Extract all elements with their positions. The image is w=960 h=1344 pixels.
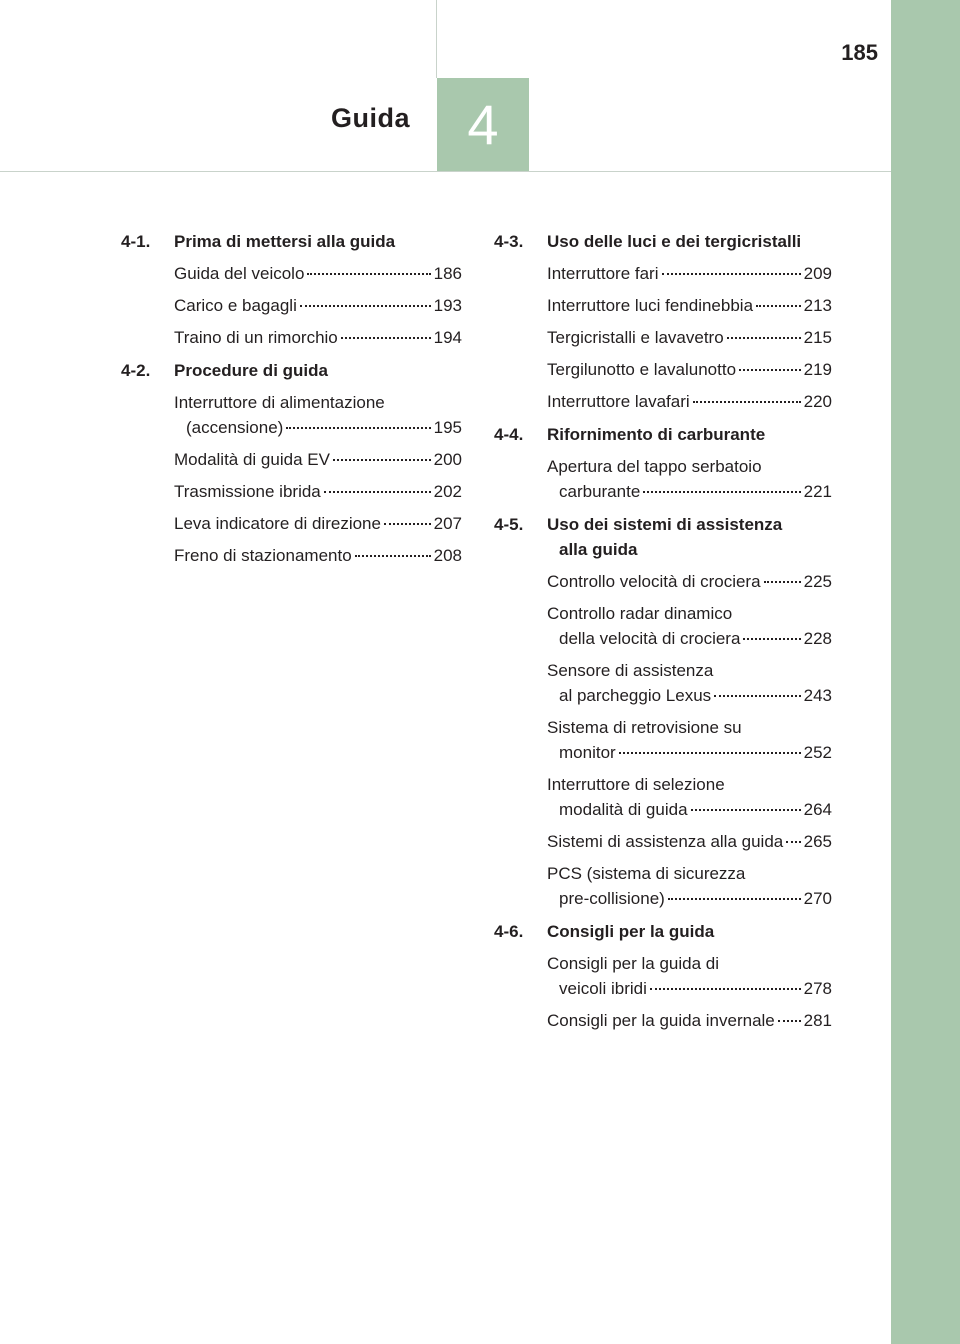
entry-line	[547, 797, 832, 822]
entry-page-number: 208	[433, 546, 462, 565]
entry-page-number: 270	[803, 889, 832, 908]
entry-title: pre-collisione)	[559, 889, 665, 908]
toc-left-column	[121, 229, 462, 576]
dot-leader	[764, 581, 801, 583]
toc-entry[interactable]	[547, 951, 832, 1001]
section-title-text: Rifornimento di carburante	[547, 425, 766, 444]
dot-leader	[324, 491, 431, 493]
entry-page-number: 200	[433, 450, 462, 469]
toc-entry[interactable]	[174, 293, 462, 318]
toc-entry[interactable]	[174, 543, 462, 568]
entry-line	[547, 569, 832, 594]
entry-page-number: 194	[433, 328, 462, 347]
section-number: 4-1.	[121, 232, 151, 251]
entry-title: Leva indicatore di direzione	[174, 514, 381, 533]
entry-title: Interruttore luci fendinebbia	[547, 296, 754, 315]
toc-right-column	[494, 229, 832, 1041]
entry-page-number: 215	[803, 328, 832, 347]
dot-leader	[693, 401, 801, 403]
toc-entry[interactable]	[547, 389, 832, 414]
section-heading	[121, 229, 462, 254]
toc-section	[494, 919, 832, 1033]
entry-page-number: 252	[803, 743, 832, 762]
page-number: 185	[841, 40, 878, 65]
entry-title: Trasmissione ibrida	[174, 482, 321, 501]
entry-title: Consigli per la guida invernale	[547, 1011, 775, 1030]
entry-title-first-line: Controllo radar dinamico	[547, 604, 733, 623]
section-title-continuation: alla guida	[559, 540, 638, 559]
entry-line	[174, 511, 462, 536]
entry-page-number: 228	[803, 629, 832, 648]
entry-title-first-line: PCS (sistema di sicurezza	[547, 864, 746, 883]
entry-page-number: 221	[803, 482, 832, 501]
toc-entry[interactable]	[174, 261, 462, 286]
entry-title-first-line: Apertura del tappo serbatoio	[547, 457, 762, 476]
section-number: 4-5.	[494, 515, 524, 534]
section-title-text: Uso dei sistemi di assistenza	[547, 515, 783, 534]
toc-section	[494, 229, 832, 414]
section-heading	[121, 358, 462, 383]
entry-title: Modalità di guida EV	[174, 450, 330, 469]
section-heading	[494, 919, 832, 944]
chapter-title: Guida	[330, 103, 410, 133]
entry-title: Interruttore lavafari	[547, 392, 690, 411]
dot-leader	[714, 695, 800, 697]
dot-leader	[739, 369, 801, 371]
entry-title: Interruttore fari	[547, 264, 659, 283]
entry-title: carburante	[559, 482, 641, 501]
entry-title-first-line: Interruttore di selezione	[547, 775, 725, 794]
entry-page-number: 281	[803, 1011, 832, 1030]
entry-page-number: 264	[803, 800, 832, 819]
entry-line	[174, 293, 462, 318]
entry-title-first-line: Interruttore di alimentazione	[174, 393, 385, 412]
entry-title: modalità di guida	[559, 800, 688, 819]
toc-entry[interactable]	[547, 454, 832, 504]
entry-page-number: 278	[803, 979, 832, 998]
dot-leader	[662, 273, 801, 275]
dot-leader	[650, 988, 801, 990]
section-number: 4-6.	[494, 922, 524, 941]
toc-entry[interactable]	[547, 293, 832, 318]
toc-entry[interactable]	[547, 829, 832, 854]
toc-entry[interactable]	[174, 511, 462, 536]
entry-title: monitor	[559, 743, 616, 762]
entry-page-number: 243	[803, 686, 832, 705]
entry-line	[174, 415, 462, 440]
section-title	[174, 358, 462, 383]
entry-title: Traino di un rimorchio	[174, 328, 338, 347]
section-heading	[494, 422, 832, 447]
section-title-text: Uso delle luci e dei tergicristalli	[547, 232, 802, 251]
section-heading	[494, 229, 832, 254]
toc-entry[interactable]	[174, 447, 462, 472]
chapter-number: 4	[467, 93, 499, 156]
toc-section	[121, 358, 462, 568]
entry-page-number: 195	[433, 418, 462, 437]
entry-line	[174, 325, 462, 350]
entry-line	[547, 740, 832, 765]
dot-leader	[307, 273, 430, 275]
entry-line	[174, 261, 462, 286]
toc-entry[interactable]	[547, 601, 832, 651]
entry-line	[547, 293, 832, 318]
toc-entry[interactable]	[174, 390, 462, 440]
toc-entry[interactable]	[547, 861, 832, 911]
toc-entry[interactable]	[547, 715, 832, 765]
dot-leader	[384, 523, 431, 525]
toc-section	[121, 229, 462, 350]
entry-title: Tergicristalli e lavavetro	[547, 328, 724, 347]
dot-leader	[668, 898, 801, 900]
entry-line	[547, 479, 832, 504]
entry-line	[174, 447, 462, 472]
entry-title: Carico e bagagli	[174, 296, 297, 315]
toc-entry[interactable]	[547, 357, 832, 382]
entry-title-first-line: Sistema di retrovisione su	[547, 718, 742, 737]
entry-title: Tergilunotto e lavalunotto	[547, 360, 737, 379]
dot-leader	[743, 638, 800, 640]
section-number: 4-4.	[494, 425, 524, 444]
entry-page-number: 186	[433, 264, 462, 283]
entry-page-number: 193	[433, 296, 462, 315]
dot-leader	[727, 337, 801, 339]
entry-title: Guida del veicolo	[174, 264, 305, 283]
section-heading	[494, 512, 832, 562]
dot-leader	[341, 337, 431, 339]
section-title-text: Procedure di guida	[174, 361, 328, 380]
entry-page-number: 202	[433, 482, 462, 501]
entry-line	[547, 976, 832, 1001]
dot-leader	[333, 459, 431, 461]
entry-title: (accensione)	[186, 418, 284, 437]
section-title	[547, 422, 832, 447]
entry-page-number: 207	[433, 514, 462, 533]
toc-entry[interactable]	[547, 261, 832, 286]
toc-entry[interactable]	[547, 772, 832, 822]
toc-section	[494, 422, 832, 504]
entry-title: al parcheggio Lexus	[559, 686, 712, 705]
header-divider-horizontal	[0, 171, 891, 172]
entry-line	[547, 829, 832, 854]
entry-line	[547, 886, 832, 911]
dot-leader	[300, 305, 431, 307]
entry-title-first-line: Sensore di assistenza	[547, 661, 714, 680]
entry-title: Sistemi di assistenza alla guida	[547, 832, 784, 851]
entry-title: veicoli ibridi	[559, 979, 647, 998]
toc-entry[interactable]	[547, 658, 832, 708]
dot-leader	[643, 491, 800, 493]
section-title	[547, 229, 832, 254]
section-number: 4-3.	[494, 232, 524, 251]
dot-leader	[355, 555, 431, 557]
entry-page-number: 219	[803, 360, 832, 379]
entry-title-first-line: Consigli per la guida di	[547, 954, 719, 973]
dot-leader	[286, 427, 430, 429]
entry-title: Controllo velocità di crociera	[547, 572, 761, 591]
section-title	[547, 919, 832, 944]
toc-entry[interactable]	[174, 325, 462, 350]
section-number: 4-2.	[121, 361, 151, 380]
entry-line	[547, 683, 832, 708]
entry-line	[547, 389, 832, 414]
section-title-text: Consigli per la guida	[547, 922, 715, 941]
entry-line	[547, 626, 832, 651]
chapter-side-tab	[891, 0, 960, 1344]
entry-line	[547, 1008, 832, 1033]
toc-entry[interactable]	[547, 325, 832, 350]
section-title	[547, 512, 832, 562]
entry-line	[547, 357, 832, 382]
entry-page-number: 209	[803, 264, 832, 283]
section-title	[174, 229, 462, 254]
dot-leader	[756, 305, 801, 307]
entry-title: Freno di stazionamento	[174, 546, 352, 565]
toc-section	[494, 512, 832, 911]
dot-leader	[691, 809, 801, 811]
dot-leader	[619, 752, 801, 754]
toc-entry[interactable]	[547, 1008, 832, 1033]
entry-line	[547, 325, 832, 350]
chapter-number-box	[437, 78, 529, 171]
entry-title: della velocità di crociera	[559, 629, 741, 648]
toc-entry[interactable]	[174, 479, 462, 504]
dot-leader	[778, 1020, 801, 1022]
toc-entry[interactable]	[547, 569, 832, 594]
entry-line	[547, 261, 832, 286]
entry-page-number: 213	[803, 296, 832, 315]
header-divider-vertical	[436, 0, 437, 78]
entry-page-number: 220	[803, 392, 832, 411]
entry-line	[174, 479, 462, 504]
section-title-text: Prima di mettersi alla guida	[174, 232, 396, 251]
dot-leader	[786, 841, 800, 843]
entry-page-number: 225	[803, 572, 832, 591]
entry-page-number: 265	[803, 832, 832, 851]
entry-line	[174, 543, 462, 568]
